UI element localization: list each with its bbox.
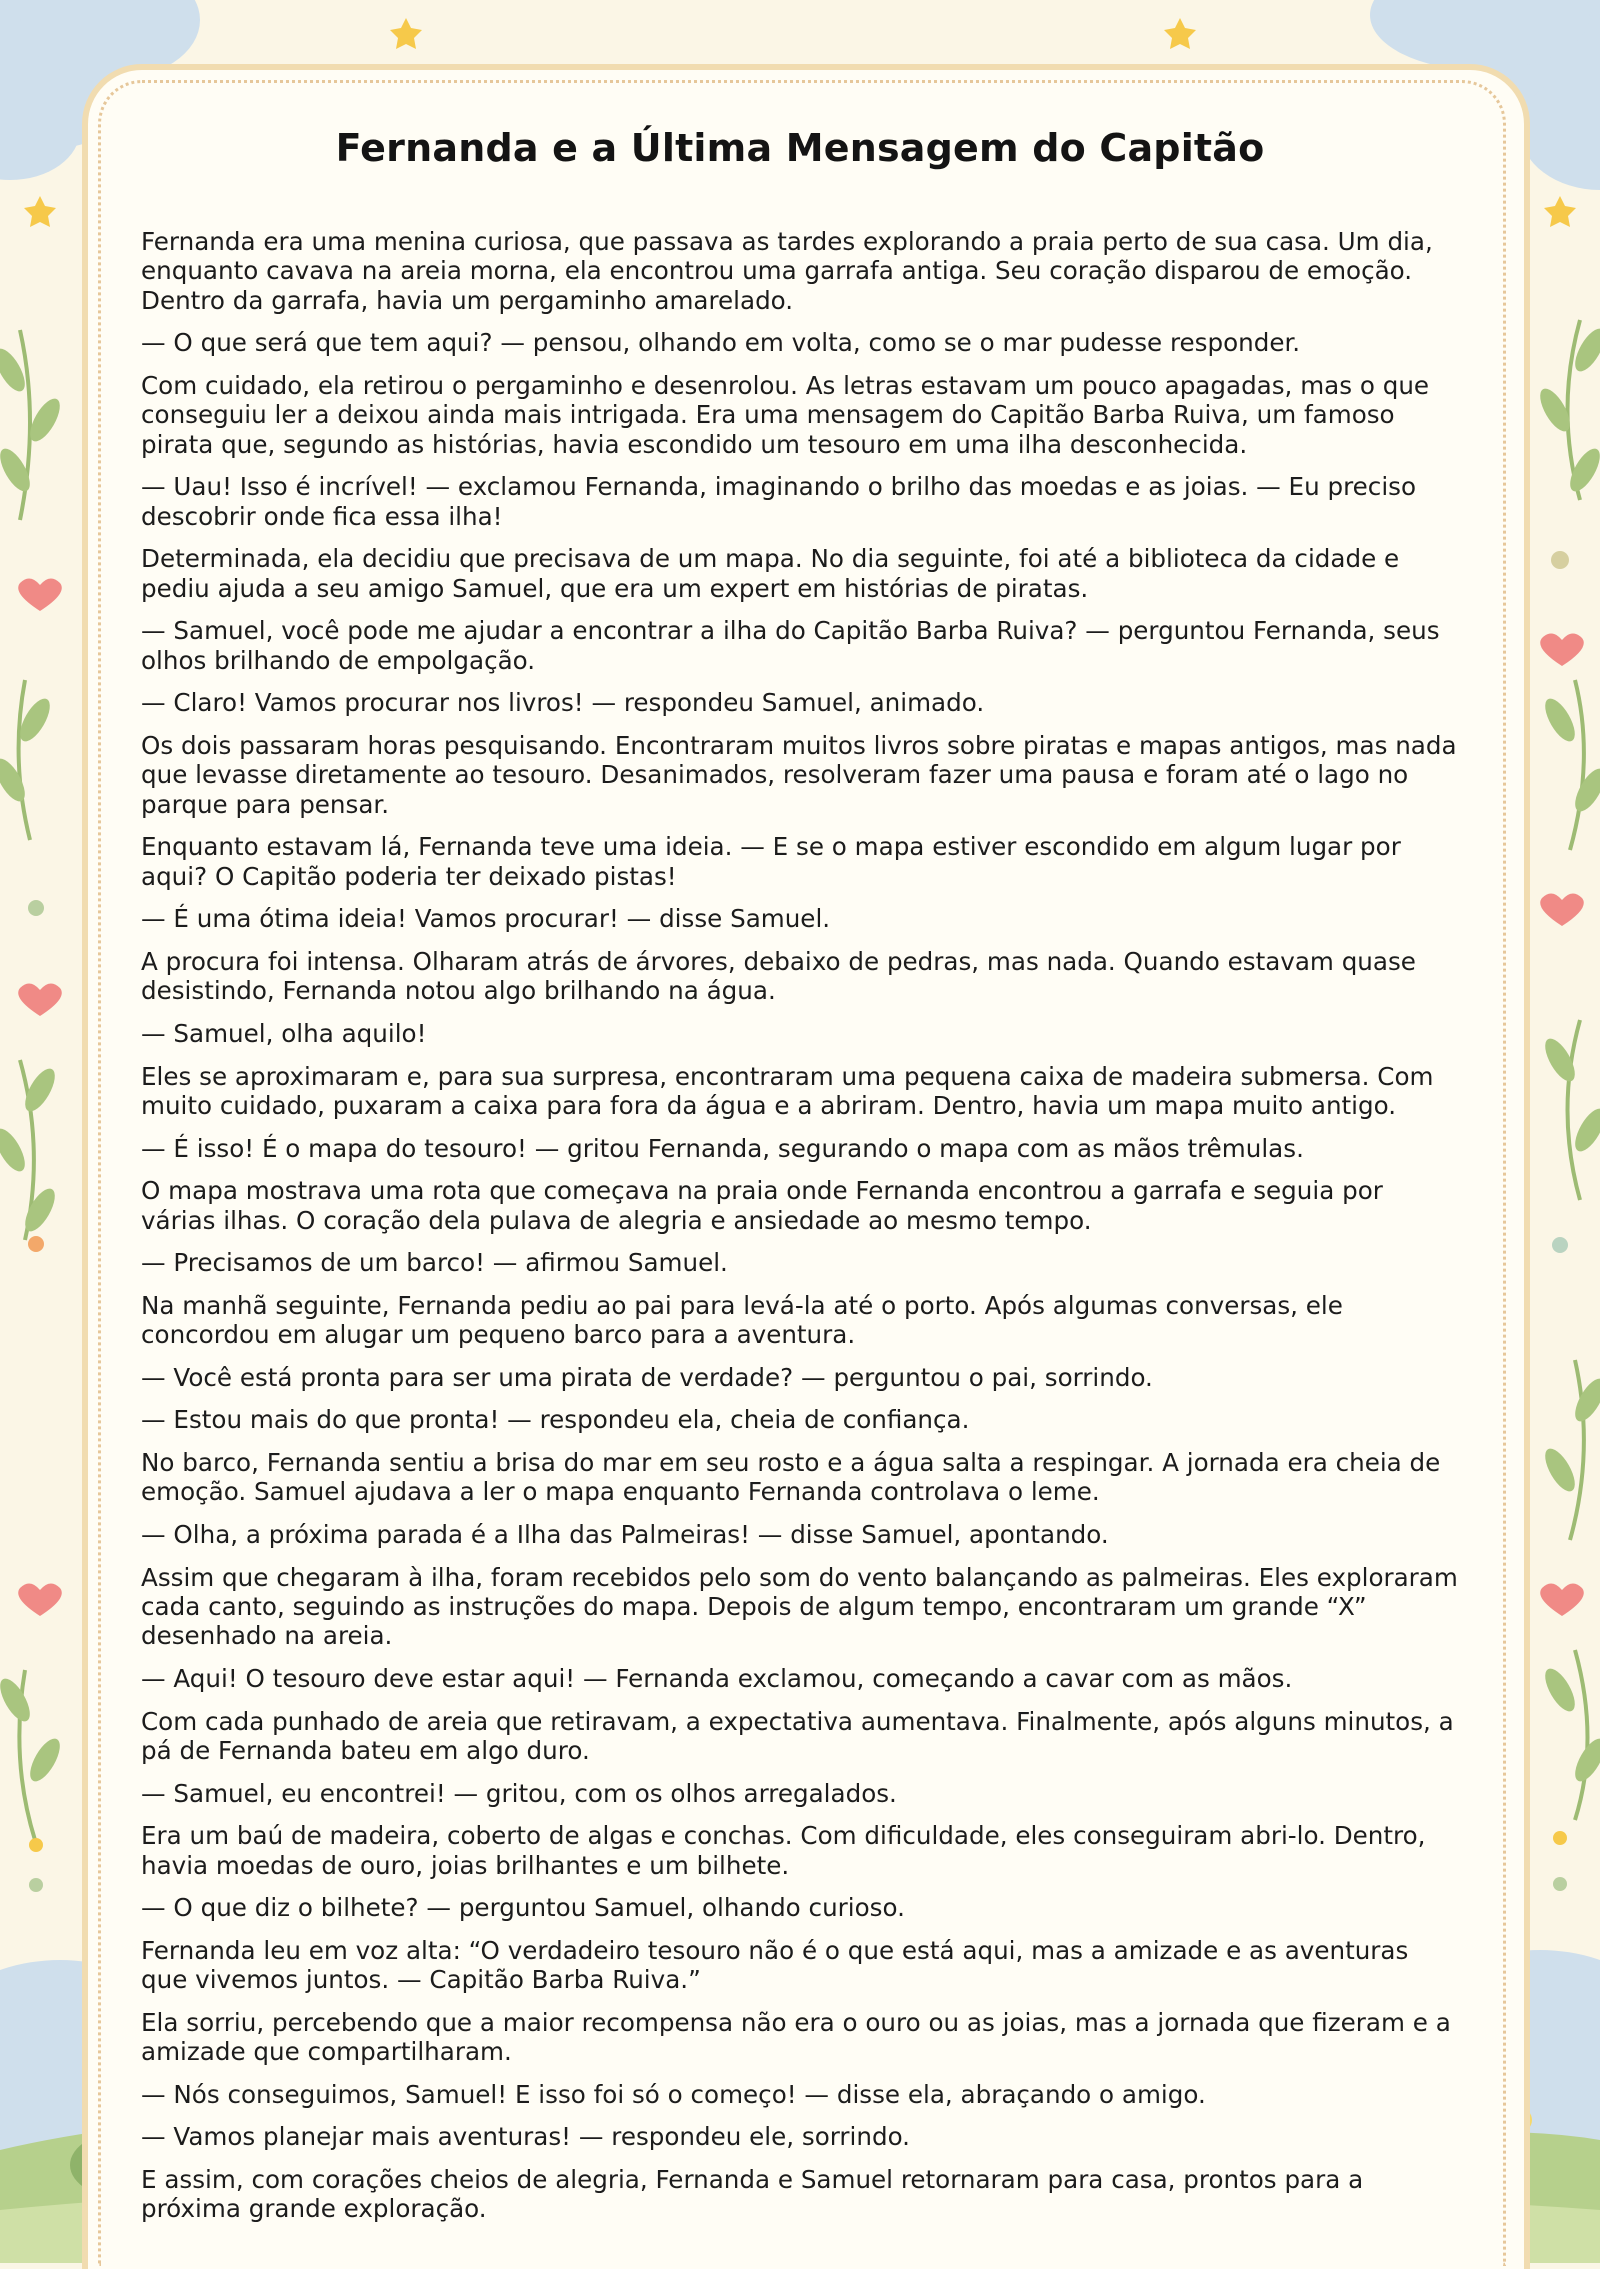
story-paragraph: — Samuel, olha aquilo! — [141, 1019, 427, 1048]
story-paragraph: Na manhã seguinte, Fernanda pediu ao pai para levá-la até o porto. Após algumas conversas, ele concordou em alugar um pequeno barco para a aventura. — [141, 1290, 1343, 1350]
story-paragraph: — Samuel, você pode me ajudar a encontrar a ilha do Capitão Barba Ruiva? — perguntou Fernanda, seus olhos brilhando de empolgação. — [141, 616, 1440, 675]
story-paragraph: — Aqui! O tesouro deve estar aqui! — Fernanda exclamou, começando a cavar com as mãos. — [141, 1663, 1293, 1693]
story-text — [141, 227, 1459, 2237]
story-paragraph: Enquanto estavam lá, Fernanda teve uma ideia. — E se o mapa estiver escondido em algum lugar por aqui? O Capitão poderia ter deixado pistas! — [141, 832, 1401, 891]
story-paragraph: — Uau! Isso é incrível! — exclamou Fernanda, imaginando o brilho das moedas e as joias. — Eu preciso descobrir onde fica essa ilha! — [141, 472, 1417, 531]
story-paragraph: — Olha, a próxima parada é a Ilha das Palmeiras! — disse Samuel, apontando. — [141, 1519, 1109, 1549]
story-paragraph: — O que diz o bilhete? — perguntou Samuel, olhando curioso. — [141, 1893, 905, 1923]
story-paragraph: Eles se aproximaram e, para sua surpresa, encontraram uma pequena caixa de madeira submersa. Com muito cuidado, puxaram a caixa para fora da água e a abriram. Dentro, havia um mapa muito antigo. — [141, 1061, 1434, 1120]
story-paragraph: Assim que chegaram à ilha, foram recebidos pelo som do vento balançando as palmeiras. Eles exploraram cada canto, seguindo as instruções do mapa. Depois de algum tempo, encontraram um grande “X” desenhado na areia. — [141, 1562, 1458, 1651]
story-paragraph: — É isso! É o mapa do tesouro! — gritou Fernanda, segurando o mapa com as mãos trêmulas. — [141, 1133, 1304, 1163]
story-paragraph: — Você está pronta para ser uma pirata de verdade? — perguntou o pai, sorrindo. — [141, 1362, 1153, 1392]
story-paragraph: A procura foi intensa. Olharam atrás de árvores, debaixo de pedras, mas nada. Quando estavam quase desistindo, Fernanda notou algo brilhando na água. — [141, 947, 1416, 1006]
story-paragraph: No barco, Fernanda sentiu a brisa do mar em seu rosto e a água salta a respingar. A jornada era cheia de emoção. Samuel ajudava a ler o mapa enquanto Fernanda controlava o leme. — [141, 1447, 1441, 1507]
story-paragraph: E assim, com corações cheios de alegria, Fernanda e Samuel retornaram para casa, prontos para a próxima grande exploração. — [141, 2164, 1364, 2224]
story-paragraph: — É uma ótima ideia! Vamos procurar! — disse Samuel. — [141, 904, 831, 934]
story-paragraph: — Estou mais do que pronta! — respondeu ela, cheia de confiança. — [141, 1405, 970, 1435]
story-paragraph: O mapa mostrava uma rota que começava na praia onde Fernanda encontrou a garrafa e seguia por várias ilhas. O coração dela pulava de alegria e ansiedade ao mesmo tempo. — [141, 1176, 1383, 1235]
story-paragraph: Era um baú de madeira, coberto de algas e conchas. Com dificuldade, eles conseguiram abri-lo. Dentro, havia moedas de ouro, joias brilhantes e um bilhete. — [141, 1821, 1426, 1880]
leaf-icon — [1534, 324, 1600, 1786]
story-paragraph: Com cada punhado de areia que retiravam, a expectativa aumentava. Finalmente, após alguns minutos, a pá de Fernanda bateu em algo duro. — [141, 1706, 1454, 1765]
story-paragraph: — Nós conseguimos, Samuel! E isso foi só o começo! — disse ela, abraçando o amigo. — [141, 2079, 1206, 2109]
story-paragraph: — Claro! Vamos procurar nos livros! — respondeu Samuel, animado. — [141, 688, 985, 718]
story-paragraph: Determinada, ela decidiu que precisava de um mapa. No dia seguinte, foi até a biblioteca da cidade e pediu ajuda a seu amigo Samuel, que era um expert em histórias de piratas. — [141, 544, 1400, 603]
story-paragraph: Com cuidado, ela retirou o pergaminho e desenrolou. As letras estavam um pouco apagadas, mas o que conseguiu ler a deixou ainda mais intrigada. Era uma mensagem do Capitão Barba Ruiva, um famoso pirata que, segundo as histórias, havia escondido um tesouro em uma ilha desconhecida. — [141, 371, 1430, 459]
leaf-icon — [0, 344, 66, 1786]
story-paragraph: Os dois passaram horas pesquisando. Encontraram muitos livros sobre piratas e mapas antigos, mas nada que levasse diretamente ao tesouro. Desanimados, resolveram fazer uma pausa e foram até o lago no parque para pensar. — [141, 731, 1457, 819]
story-paragraph: — Precisamos de um barco! — afirmou Samuel. — [141, 1248, 728, 1278]
story-paragraph: — O que será que tem aqui? — pensou, olhando em volta, como se o mar pudesse responder. — [141, 328, 1301, 358]
story-paragraph: Fernanda era uma menina curiosa, que passava as tardes explorando a praia perto de sua casa. Um dia, enquanto cavava na areia morna, ela encontrou uma garrafa antiga. Seu coração disparou de emoção. Dentro da garrafa, havia um pergaminho amarelado. — [141, 227, 1433, 315]
story-paragraph: Fernanda leu em voz alta: “O verdadeiro tesouro não é o que está aqui, mas a amizade e as aventuras que vivemos juntos. — Capitão Barba Ruiva.” — [141, 1935, 1409, 1995]
story-paragraph: Ela sorriu, percebendo que a maior recompensa não era o ouro ou as joias, mas a jornada que fizeram e a amizade que compartilharam. — [141, 2007, 1451, 2067]
page-title: Fernanda e a Última Mensagem do Capitão — [335, 126, 1265, 170]
story-paragraph: — Samuel, eu encontrei! — gritou, com os olhos arregalados. — [141, 1778, 897, 1808]
story-paragraph: — Vamos planejar mais aventuras! — respondeu ele, sorrindo. — [141, 2122, 910, 2152]
